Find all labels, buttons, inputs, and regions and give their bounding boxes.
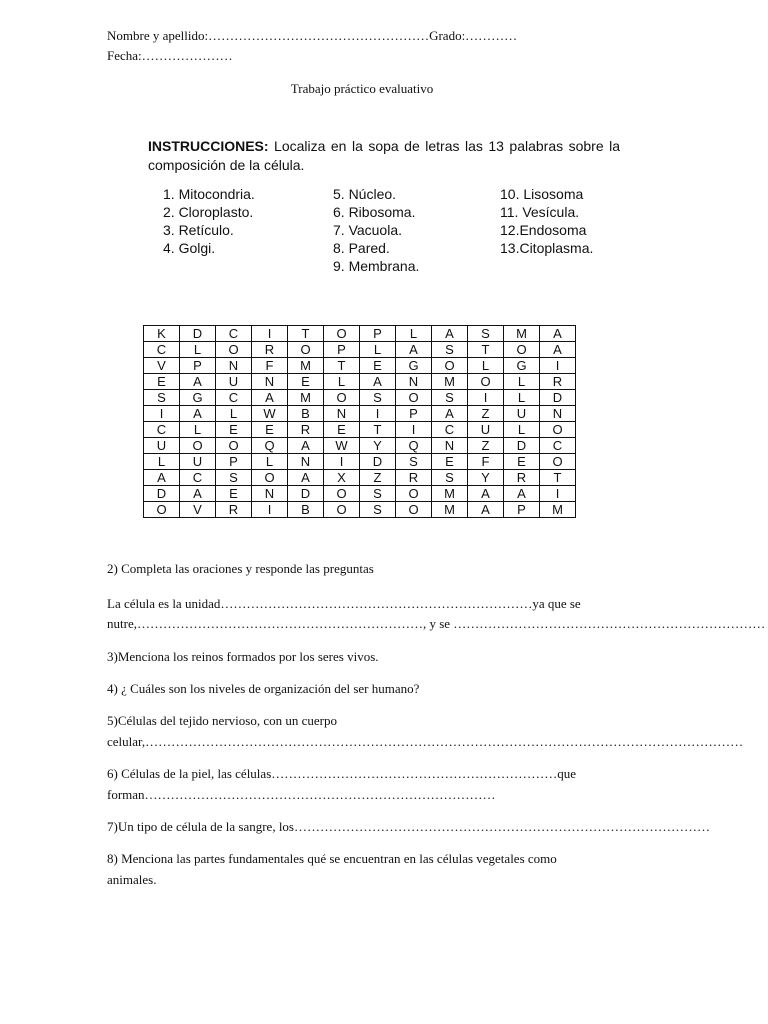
word-list-item: 3. Retículo. (163, 222, 234, 238)
word-list-item: 2. Cloroplasto. (163, 204, 254, 220)
grid-cell: I (540, 358, 576, 374)
grid-cell: E (504, 454, 540, 470)
grid-cell: F (468, 454, 504, 470)
grid-cell: L (324, 374, 360, 390)
grid-cell: A (180, 406, 216, 422)
grid-cell: N (216, 358, 252, 374)
grid-cell: D (540, 390, 576, 406)
grid-cell: L (504, 374, 540, 390)
grid-cell: I (540, 486, 576, 502)
word-list-item: 12.Endosoma (500, 222, 587, 238)
grid-cell: M (288, 358, 324, 374)
grid-cell: O (144, 502, 180, 518)
grid-cell: I (468, 390, 504, 406)
grid-cell: L (180, 342, 216, 358)
word-list-item: 9. Membrana. (333, 258, 420, 274)
grid-cell: Y (468, 470, 504, 486)
grid-cell: M (288, 390, 324, 406)
grid-cell: Y (360, 438, 396, 454)
grid-cell: N (432, 438, 468, 454)
grid-cell: E (432, 454, 468, 470)
grid-cell: O (324, 326, 360, 342)
grid-cell: S (360, 502, 396, 518)
grid-cell: O (216, 342, 252, 358)
grid-cell: T (360, 422, 396, 438)
grid-row (144, 438, 576, 454)
word-list-item: 1. Mitocondria. (163, 186, 255, 202)
grid-cell: T (540, 470, 576, 486)
grid-cell: Z (360, 470, 396, 486)
date-field: Fecha:………………… (107, 48, 233, 63)
grid-cell: O (324, 486, 360, 502)
grid-cell: M (432, 374, 468, 390)
grid-row (144, 390, 576, 406)
grid-cell: S (360, 486, 396, 502)
word-search-grid (143, 325, 576, 518)
grid-cell: B (288, 502, 324, 518)
grid-cell: N (324, 406, 360, 422)
word-list-item: 11. Vesícula. (500, 204, 580, 220)
grid-cell: L (216, 406, 252, 422)
grid-cell: D (360, 454, 396, 470)
grid-row (144, 470, 576, 486)
instructions-text: Localiza en la sopa de letras las 13 palabras sobre la composición de la célula. (148, 138, 620, 173)
grid-row (144, 502, 576, 518)
question-3: 3)Menciona los reinos formados por los seres vivos. (107, 649, 379, 664)
grid-cell: R (252, 342, 288, 358)
grid-cell: A (288, 470, 324, 486)
grid-cell: A (360, 374, 396, 390)
grid-cell: L (504, 422, 540, 438)
grid-row (144, 358, 576, 374)
grid-cell: A (540, 342, 576, 358)
grid-cell: N (540, 406, 576, 422)
grid-row (144, 486, 576, 502)
grid-cell: I (396, 422, 432, 438)
grid-cell: L (252, 454, 288, 470)
grid-row (144, 406, 576, 422)
grid-cell: D (180, 326, 216, 342)
grid-cell: O (288, 342, 324, 358)
name-grade-field: Nombre y apellido:……………………………………………Grado:………… (107, 28, 518, 43)
grid-cell: P (504, 502, 540, 518)
grid-row (144, 454, 576, 470)
grid-cell: A (504, 486, 540, 502)
grid-cell: C (216, 390, 252, 406)
grid-row (144, 342, 576, 358)
grid-cell: S (144, 390, 180, 406)
grid-cell: D (504, 438, 540, 454)
grid-cell: S (432, 342, 468, 358)
grid-cell: L (180, 422, 216, 438)
grid-cell: X (324, 470, 360, 486)
grid-cell: M (432, 502, 468, 518)
grid-cell: R (396, 470, 432, 486)
grid-cell: V (144, 358, 180, 374)
grid-cell: N (252, 486, 288, 502)
grid-cell: Z (468, 438, 504, 454)
word-list-item: 6. Ribosoma. (333, 204, 416, 220)
grid-cell: B (288, 406, 324, 422)
grid-cell: O (216, 438, 252, 454)
grid-cell: E (216, 422, 252, 438)
grid-cell: O (396, 502, 432, 518)
grid-cell: L (396, 326, 432, 342)
grid-cell: P (324, 342, 360, 358)
grid-cell: O (468, 374, 504, 390)
word-list-item: 7. Vacuola. (333, 222, 403, 238)
grid-cell: S (360, 390, 396, 406)
question-8-line-1: 8) Menciona las partes fundamentales qué se encuentran en las células vegetales como (107, 851, 557, 866)
grid-cell: K (144, 326, 180, 342)
grid-cell: C (432, 422, 468, 438)
grid-cell: S (396, 454, 432, 470)
grid-cell: W (324, 438, 360, 454)
grid-cell: E (288, 374, 324, 390)
grid-cell: Z (468, 406, 504, 422)
word-list-column-3 (500, 185, 593, 257)
page-title: Trabajo práctico evaluativo (290, 81, 434, 96)
grid-cell: U (144, 438, 180, 454)
grid-cell: U (468, 422, 504, 438)
grid-cell: A (180, 374, 216, 390)
question-2-line-2: nutre,…………………………………………………………, y se ……………………………………………………………… (107, 616, 766, 631)
grid-cell: W (252, 406, 288, 422)
word-list-item: 5. Núcleo. (333, 186, 397, 202)
grid-cell: C (180, 470, 216, 486)
grid-cell: L (468, 358, 504, 374)
grid-cell: R (504, 470, 540, 486)
grid-cell: E (216, 486, 252, 502)
grid-cell: E (252, 422, 288, 438)
grid-cell: E (144, 374, 180, 390)
grid-cell: A (468, 502, 504, 518)
word-list-item: 10. Lisosoma (500, 186, 584, 202)
question-6-line-2: forman……………………………………………………………………… (107, 787, 496, 802)
grid-cell: E (324, 422, 360, 438)
grid-cell: Q (252, 438, 288, 454)
grid-cell: R (540, 374, 576, 390)
grid-cell: I (252, 326, 288, 342)
grid-cell: U (180, 454, 216, 470)
grid-cell: A (144, 470, 180, 486)
grid-cell: S (468, 326, 504, 342)
grid-cell: S (216, 470, 252, 486)
grid-cell: O (504, 342, 540, 358)
grid-row (144, 422, 576, 438)
grid-cell: C (144, 342, 180, 358)
grid-cell: P (360, 326, 396, 342)
grid-cell: O (324, 502, 360, 518)
grid-cell: C (144, 422, 180, 438)
question-6-line-1: 6) Células de la piel, las células…………………………………………………………que (107, 766, 577, 781)
grid-cell: G (180, 390, 216, 406)
grid-cell: I (324, 454, 360, 470)
grid-cell: S (432, 390, 468, 406)
word-list-column-2 (333, 185, 419, 275)
grid-cell: M (504, 326, 540, 342)
grid-cell: A (468, 486, 504, 502)
grid-cell: A (288, 438, 324, 454)
grid-cell: L (144, 454, 180, 470)
grid-cell: A (432, 326, 468, 342)
question-2-line-1: La célula es la unidad………………………………………………………………ya que se (107, 596, 581, 611)
grid-cell: U (504, 406, 540, 422)
grid-cell: C (540, 438, 576, 454)
grid-row (144, 326, 576, 342)
grid-cell: G (396, 358, 432, 374)
word-list-item: 13.Citoplasma. (500, 240, 594, 256)
grid-cell: Q (396, 438, 432, 454)
grid-cell: N (252, 374, 288, 390)
grid-cell: I (252, 502, 288, 518)
grid-cell: L (360, 342, 396, 358)
instructions (148, 137, 620, 175)
word-list-column-1 (163, 185, 255, 257)
grid-cell: O (252, 470, 288, 486)
question-4: 4) ¿ Cuáles son los niveles de organización del ser humano? (107, 681, 420, 696)
grid-cell: M (432, 486, 468, 502)
grid-cell: I (144, 406, 180, 422)
grid-cell: P (216, 454, 252, 470)
question-8-line-2: animales. (107, 872, 157, 887)
grid-cell: O (540, 454, 576, 470)
grid-cell: A (252, 390, 288, 406)
grid-cell: O (396, 390, 432, 406)
grid-cell: A (540, 326, 576, 342)
grid-cell: E (360, 358, 396, 374)
grid-cell: R (288, 422, 324, 438)
grid-cell: O (180, 438, 216, 454)
word-list-item: 8. Pared. (333, 240, 390, 256)
question-5-line-1: 5)Células del tejido nervioso, con un cuerpo (107, 713, 337, 728)
grid-cell: S (432, 470, 468, 486)
grid-cell: A (432, 406, 468, 422)
grid-cell: I (360, 406, 396, 422)
grid-cell: F (252, 358, 288, 374)
question-5-line-2: celular,………………………………………………………………………………………………………………………… (107, 734, 744, 749)
grid-cell: U (216, 374, 252, 390)
grid-cell: T (468, 342, 504, 358)
grid-cell: T (324, 358, 360, 374)
grid-cell: V (180, 502, 216, 518)
question-2-title: 2) Completa las oraciones y responde las preguntas (107, 561, 374, 576)
grid-cell: D (288, 486, 324, 502)
grid-cell: M (540, 502, 576, 518)
grid-cell: G (504, 358, 540, 374)
grid-cell: P (396, 406, 432, 422)
grid-cell: T (288, 326, 324, 342)
grid-cell: D (144, 486, 180, 502)
grid-cell: L (504, 390, 540, 406)
grid-cell: A (180, 486, 216, 502)
grid-cell: R (216, 502, 252, 518)
grid-row (144, 374, 576, 390)
grid-cell: C (216, 326, 252, 342)
grid-cell: O (540, 422, 576, 438)
word-list-item: 4. Golgi. (163, 240, 216, 256)
grid-cell: P (180, 358, 216, 374)
grid-cell: O (396, 486, 432, 502)
question-7: 7)Un tipo de célula de la sangre, los…………………………………………………………………………………… (107, 819, 710, 834)
grid-cell: A (396, 342, 432, 358)
grid-cell: N (288, 454, 324, 470)
grid-cell: O (324, 390, 360, 406)
instructions-lead: INSTRUCCIONES: (148, 138, 269, 154)
grid-cell: O (432, 358, 468, 374)
grid-cell: N (396, 374, 432, 390)
